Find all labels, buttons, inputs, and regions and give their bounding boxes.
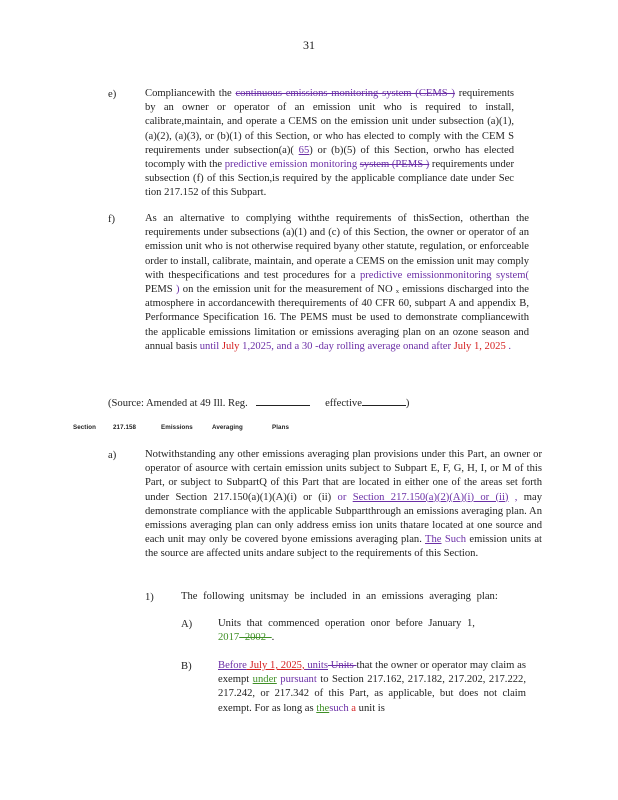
item-b-under: under	[252, 674, 277, 686]
item-b-text-2: to Section 217.162, 217.182, 217.202, 217.222, 217.242, or 217.342 of this Part, as applicable, but does not claim exempt. For as long as	[218, 674, 526, 714]
para-e-deleted-cems: continuous emissions monitoring system (CEMS )	[235, 88, 455, 99]
para-f-text-2: on the emission unit for the measurement of NO ₓ emissions discharged into the atmosphere in accordancewith therequirements of 40 CFR 60, subpart A and appendix B, Performance Specification 16. The PEMS must be used to demonstrate compliancewith the applicable emissions limitation or emissions averaging plan on an ozone season and annual basis	[145, 284, 530, 352]
item-a-deleted-2002: 2002	[239, 632, 272, 644]
para-a-such: Such	[441, 534, 467, 546]
item-b-before: Before	[218, 660, 247, 671]
source-close-paren: )	[405, 398, 410, 409]
para-e-text-3: ) or (b)(5) of this Section, orwho has elected tocomply with the	[145, 144, 514, 171]
item-b-deleted-units: Units	[328, 660, 357, 671]
para-e-text-2: requirements by an owner or operator of an emission unit who is required to install, calibrate,maintain, and operate a CEMS on the emission unit under subsection (a)(1), (a)(2), (a)(3), or (b)(1) of this Section, or who has elected to comply with the CEM S requirements under subsection(a)(	[145, 88, 515, 156]
item-b-such: such	[329, 702, 349, 714]
section-title-plans: Plans	[272, 424, 290, 431]
para-a-text-2: may demonstrate compliance with the applicable Subpartthrough an emissions averaging plan. An emissions averaging plan can only address emiss ion units thatare located at one source and each unit may only be covered byone emissions averaging plan.	[145, 491, 542, 546]
item-b-text-3: unit is	[356, 702, 385, 714]
source-text: (Source: Amended at 49 Ill. Reg.	[108, 398, 248, 409]
para-a-text	[145, 448, 542, 562]
section-word: Section	[73, 424, 97, 431]
para-f-pems: PEMS	[145, 284, 176, 296]
para-f-label: f)	[108, 214, 116, 225]
para-a-text-3: emission units at the source are affected units andare subject to the requirements of this Section.	[145, 534, 542, 560]
para-f-until: until	[199, 340, 220, 352]
para-f-text-1: As an alternative to complying withthe requirements of thisSection, otherthan the requirements under subsections (a)(1) and (c) of this Section, the owner or operator of an emission unit who is not otherwise required byany other statute, regulation, or enforceable order to install, calibrate, maintain, and operate a CEMS on the emission unit may comply with thespecifications and test procedures for a	[145, 213, 529, 281]
para-a-the: The	[425, 534, 442, 546]
item-b-label: B)	[181, 661, 192, 672]
para-e-text-4: requirements under subsection (f) of this Section,is required by the applicable compliance date under Sec tion 217.152 of this Subpart.	[145, 159, 515, 199]
item-a-period: .	[271, 632, 275, 644]
para-e-inserted-65: 65	[298, 144, 310, 156]
page-number: 31	[303, 38, 315, 52]
para-f-july: July	[219, 340, 243, 352]
section-number: 217.158	[113, 424, 137, 431]
para-f-paren: )	[175, 284, 180, 296]
item-a-text	[218, 617, 498, 645]
section-title-averaging: Averaging	[212, 424, 243, 431]
item-a-label: A)	[181, 619, 193, 630]
item-b-pursuant: pursuant	[276, 674, 317, 686]
item-b-the: the	[316, 702, 330, 714]
para-e-deleted-pems: system (PEMS )	[359, 159, 430, 171]
para-a-comma: ,	[508, 491, 524, 503]
para-e-pems-phrase: predictive emission monitoring	[224, 159, 358, 171]
item-a-inserted-2017: 2017	[218, 632, 240, 644]
para-f-rolling-average: 1,2025, and a 30 -day rolling average onand after	[242, 340, 451, 352]
para-f-text	[145, 212, 529, 354]
item-b-text	[218, 659, 526, 716]
reg-blank	[256, 395, 310, 406]
effective-text: effective	[325, 398, 362, 409]
para-e-label: e)	[108, 89, 117, 100]
para-f-period: .	[505, 340, 512, 352]
item-b-units: units	[304, 660, 328, 671]
item-1-text: The following unitsmay be included in an emissions averaging plan:	[181, 591, 498, 602]
item-a-text-1: Units that commenced operation onor before January 1,	[218, 618, 475, 629]
item-b-text-1: that the owner or operator may claim as exempt	[218, 660, 526, 686]
para-a-label: a)	[108, 450, 117, 461]
para-e-text	[145, 87, 514, 201]
item-1-label: 1)	[145, 592, 154, 603]
item-b-a: a	[348, 702, 357, 714]
source-note	[108, 395, 409, 409]
section-title-emissions: Emissions	[161, 424, 193, 431]
para-a-inserted-section: Section 217.150(a)(2)(A)(i) or (ii)	[352, 491, 509, 503]
para-f-july-2025: July 1, 2025	[451, 340, 506, 352]
para-f-pems-phrase: predictive emissionmonitoring system(	[359, 269, 530, 281]
para-a-or: or	[337, 491, 347, 503]
item-b-july-2025: July 1, 2025,	[246, 660, 305, 671]
para-a-text-1: Notwithstanding any other emissions averaging plan provisions under this Part, an owner or operator of asource with certain emission units subject to Subpart E, F, G, H, I, or M of this Part, or subject to SubpartQ of this Part that are located in either one of the areas set forth under Section 217.150(a)(1)(A)(i) or (ii)	[145, 449, 542, 503]
para-e-text-1: Compliancewith the	[145, 88, 236, 99]
effective-blank	[362, 395, 406, 406]
